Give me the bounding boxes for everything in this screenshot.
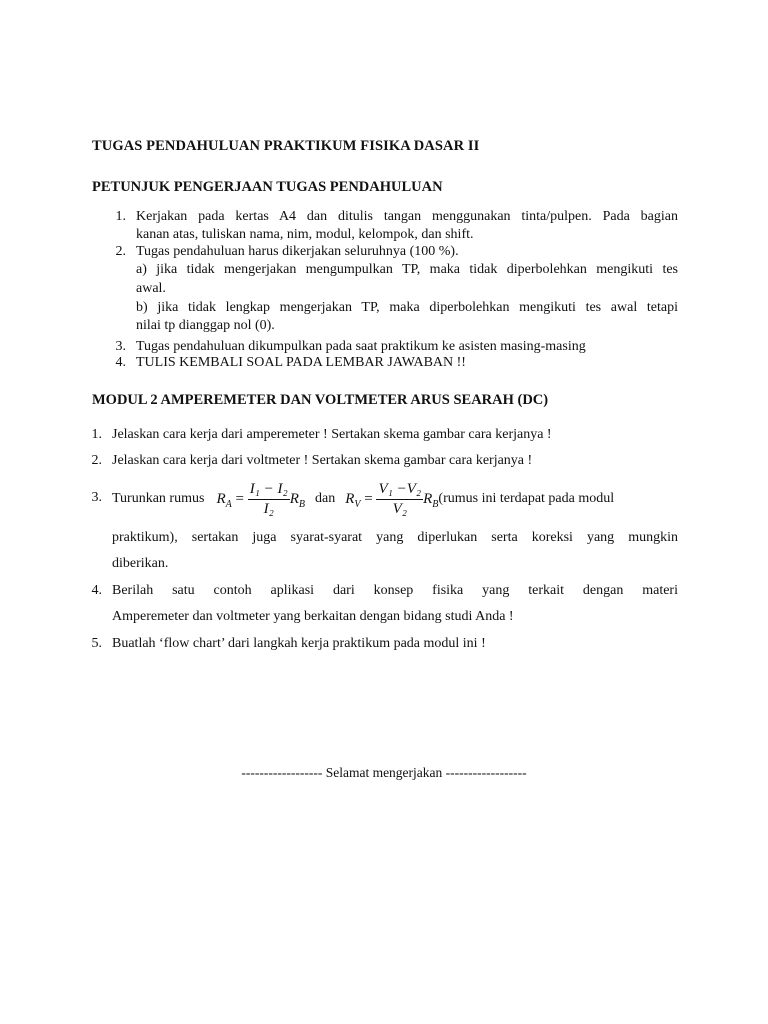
formula-ra: $R_A$ = $\frac{\text{I₁ − I₂}}{\text{I₂}}$ $R_B$ xyxy=(216,480,306,517)
question-number: 2. xyxy=(91,453,102,468)
instruction-number: 1. xyxy=(115,209,126,224)
instruction-2-line-1: Tugas pendahuluan harus dikerjakan seluruhnya (100 %). xyxy=(136,244,459,259)
question-number: 5. xyxy=(91,636,102,651)
instruction-2a-line-1: a) jika tidak mengerjakan mengumpulkan TP, maka tidak diperbolehkan mengikuti tes xyxy=(136,262,678,277)
question-4-line-1: Berilah satu contoh aplikasi dari konsep fisika yang terkait dengan materi xyxy=(112,583,678,598)
question-4-line-2: Amperemeter dan voltmeter yang berkaitan dengan bidang studi Anda ! xyxy=(112,609,514,624)
question-3-line-3: diberikan. xyxy=(112,556,169,571)
instruction-2a-line-2: awal. xyxy=(136,281,166,296)
instruction-number: 3. xyxy=(115,339,126,354)
instruction-4: TULIS KEMBALI SOAL PADA LEMBAR JAWABAN !! xyxy=(136,355,466,370)
question-3-line-1 xyxy=(112,478,682,520)
document-title: TUGAS PENDAHULUAN PRAKTIKUM FISIKA DASAR II xyxy=(92,138,480,154)
question-1: Jelaskan cara kerja dari amperemeter ! Sertakan skema gambar cara kerjanya ! xyxy=(112,427,552,442)
formula-rv-fraction: $\frac{\text{V₁ −V₂}}{\text{V₂}}$ xyxy=(378,480,422,517)
formula-rv: $R_V$ = $\frac{\text{V₁ −V₂}}{\text{V₂}}$ $R_B$ xyxy=(345,480,439,517)
instruction-1-line-2: kanan atas, tuliskan nama, nim, modul, kelompok, dan shift. xyxy=(136,227,474,242)
question-5: Buatlah ‘flow chart’ dari langkah kerja praktikum pada modul ini ! xyxy=(112,636,486,651)
question-3-text-pre: Turunkan rumus xyxy=(112,491,205,506)
module-heading: MODUL 2 AMPEREMETER DAN VOLTMETER ARUS SEARAH (DC) xyxy=(92,392,549,408)
instruction-3: Tugas pendahuluan dikumpulkan pada saat praktikum ke asisten masing-masing xyxy=(136,339,586,354)
instruction-1-line-1: Kerjakan pada kertas A4 dan ditulis tangan menggunakan tinta/pulpen. Pada bagian xyxy=(136,209,678,224)
question-number: 4. xyxy=(91,583,102,598)
formula-ra-fraction: $\frac{\text{I₁ − I₂}}{\text{I₂}}$ xyxy=(249,480,288,517)
question-3-text-mid: dan xyxy=(315,491,336,506)
instructions-heading: PETUNJUK PENGERJAAN TUGAS PENDAHULUAN xyxy=(92,179,443,195)
question-3-line-2: praktikum), sertakan juga syarat-syarat yang diperlukan serta koreksi yang mungkin xyxy=(112,530,678,545)
question-number: 3. xyxy=(91,490,102,505)
instruction-number: 4. xyxy=(115,355,126,370)
instruction-number: 2. xyxy=(115,244,126,259)
closing-line: ------------------ Selamat mengerjakan ------------------ xyxy=(241,765,527,780)
question-number: 1. xyxy=(91,427,102,442)
question-3-text-post: (rumus ini terdapat pada modul xyxy=(438,491,615,506)
instruction-2b-line-1: b) jika tidak lengkap mengerjakan TP, maka diperbolehkan mengikuti tes awal tetapi xyxy=(136,300,678,315)
instruction-2b-line-2: nilai tp dianggap nol (0). xyxy=(136,318,275,333)
question-2: Jelaskan cara kerja dari voltmeter ! Sertakan skema gambar cara kerjanya ! xyxy=(112,453,533,468)
